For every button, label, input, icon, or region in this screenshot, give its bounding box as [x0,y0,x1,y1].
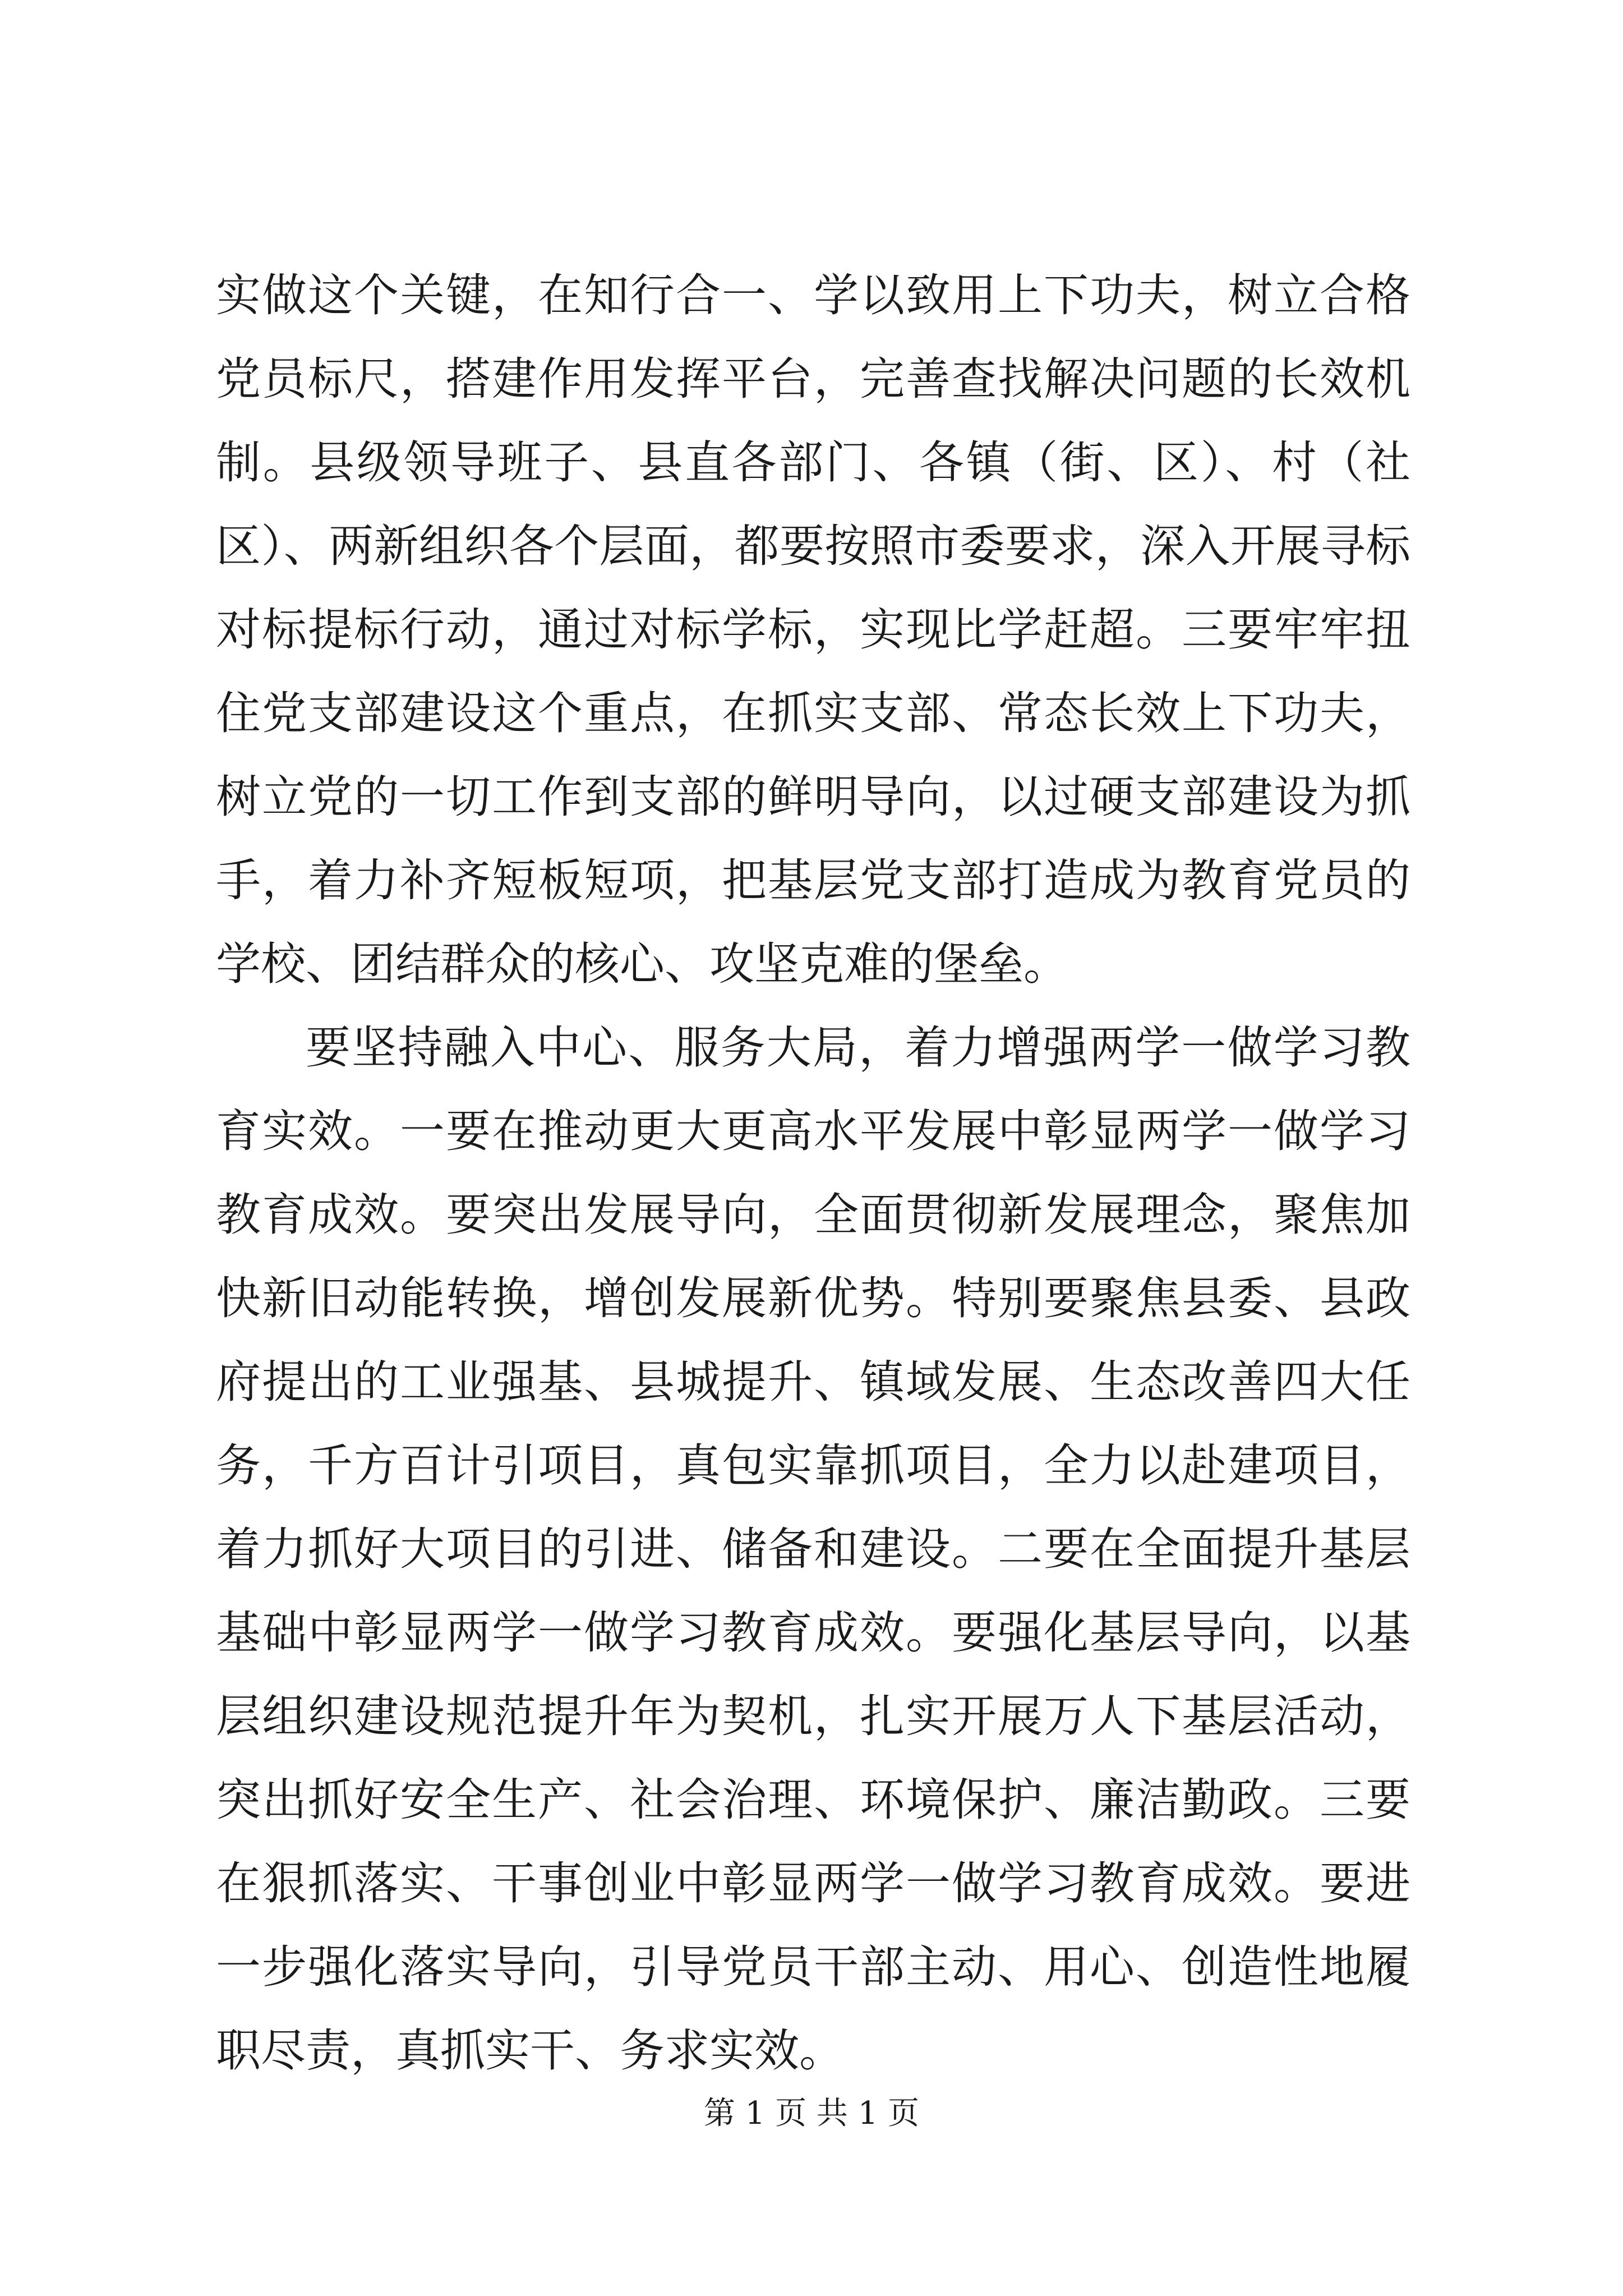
page-footer: 第 1 页 共 1 页 [703,2095,920,2132]
document-body [216,254,1410,2092]
paragraph-2: 要坚持融入中心、服务大局，着力增强两学一做学习教育实效。一要在推动更大更高水平发展中彰显两学一做学习教育成效。要突出发展导向，全面贯彻新发展理念，聚焦加快新旧动能转换，增创发展新优势。特别要聚焦县委、县政府提出的工业强基、县城提升、镇域发展、生态改善四大任务，千方百计引项目，真包实靠抓项目，全力以赴建项目，着力抓好大项目的引进、储备和建设。二要在全面提升基层基础中彰显两学一做学习教育成效。要强化基层导向，以基层组织建设规范提升年为契机，扎实开展万人下基层活动，突出抓好安全生产、社会治理、环境保护、廉洁勤政。三要在狠抓落实、干事创业中彰显两学一做学习教育成效。要进一步强化落实导向，引导党员干部主动、用心、创造性地履职尽责，真抓实干、务求实效。 [216,1022,1410,2077]
paragraph-1: 实做这个关键，在知行合一、学以致用上下功夫，树立合格党员标尺，搭建作用发挥平台，完善查找解决问题的长效机制。县级领导班子、县直各部门、各镇（街、区）、村（社区）、两新组织各个层面，都要按照市委要求，深入开展寻标对标提标行动，通过对标学标，实现比学赶超。三要牢牢扭住党支部建设这个重点，在抓实支部、常态长效上下功夫，树立党的一切工作到支部的鲜明导向，以过硬支部建设为抓手，着力补齐短板短项，把基层党支部打造成为教育党员的学校、团结群众的核心、攻坚克难的堡垒。 [216,269,1410,990]
